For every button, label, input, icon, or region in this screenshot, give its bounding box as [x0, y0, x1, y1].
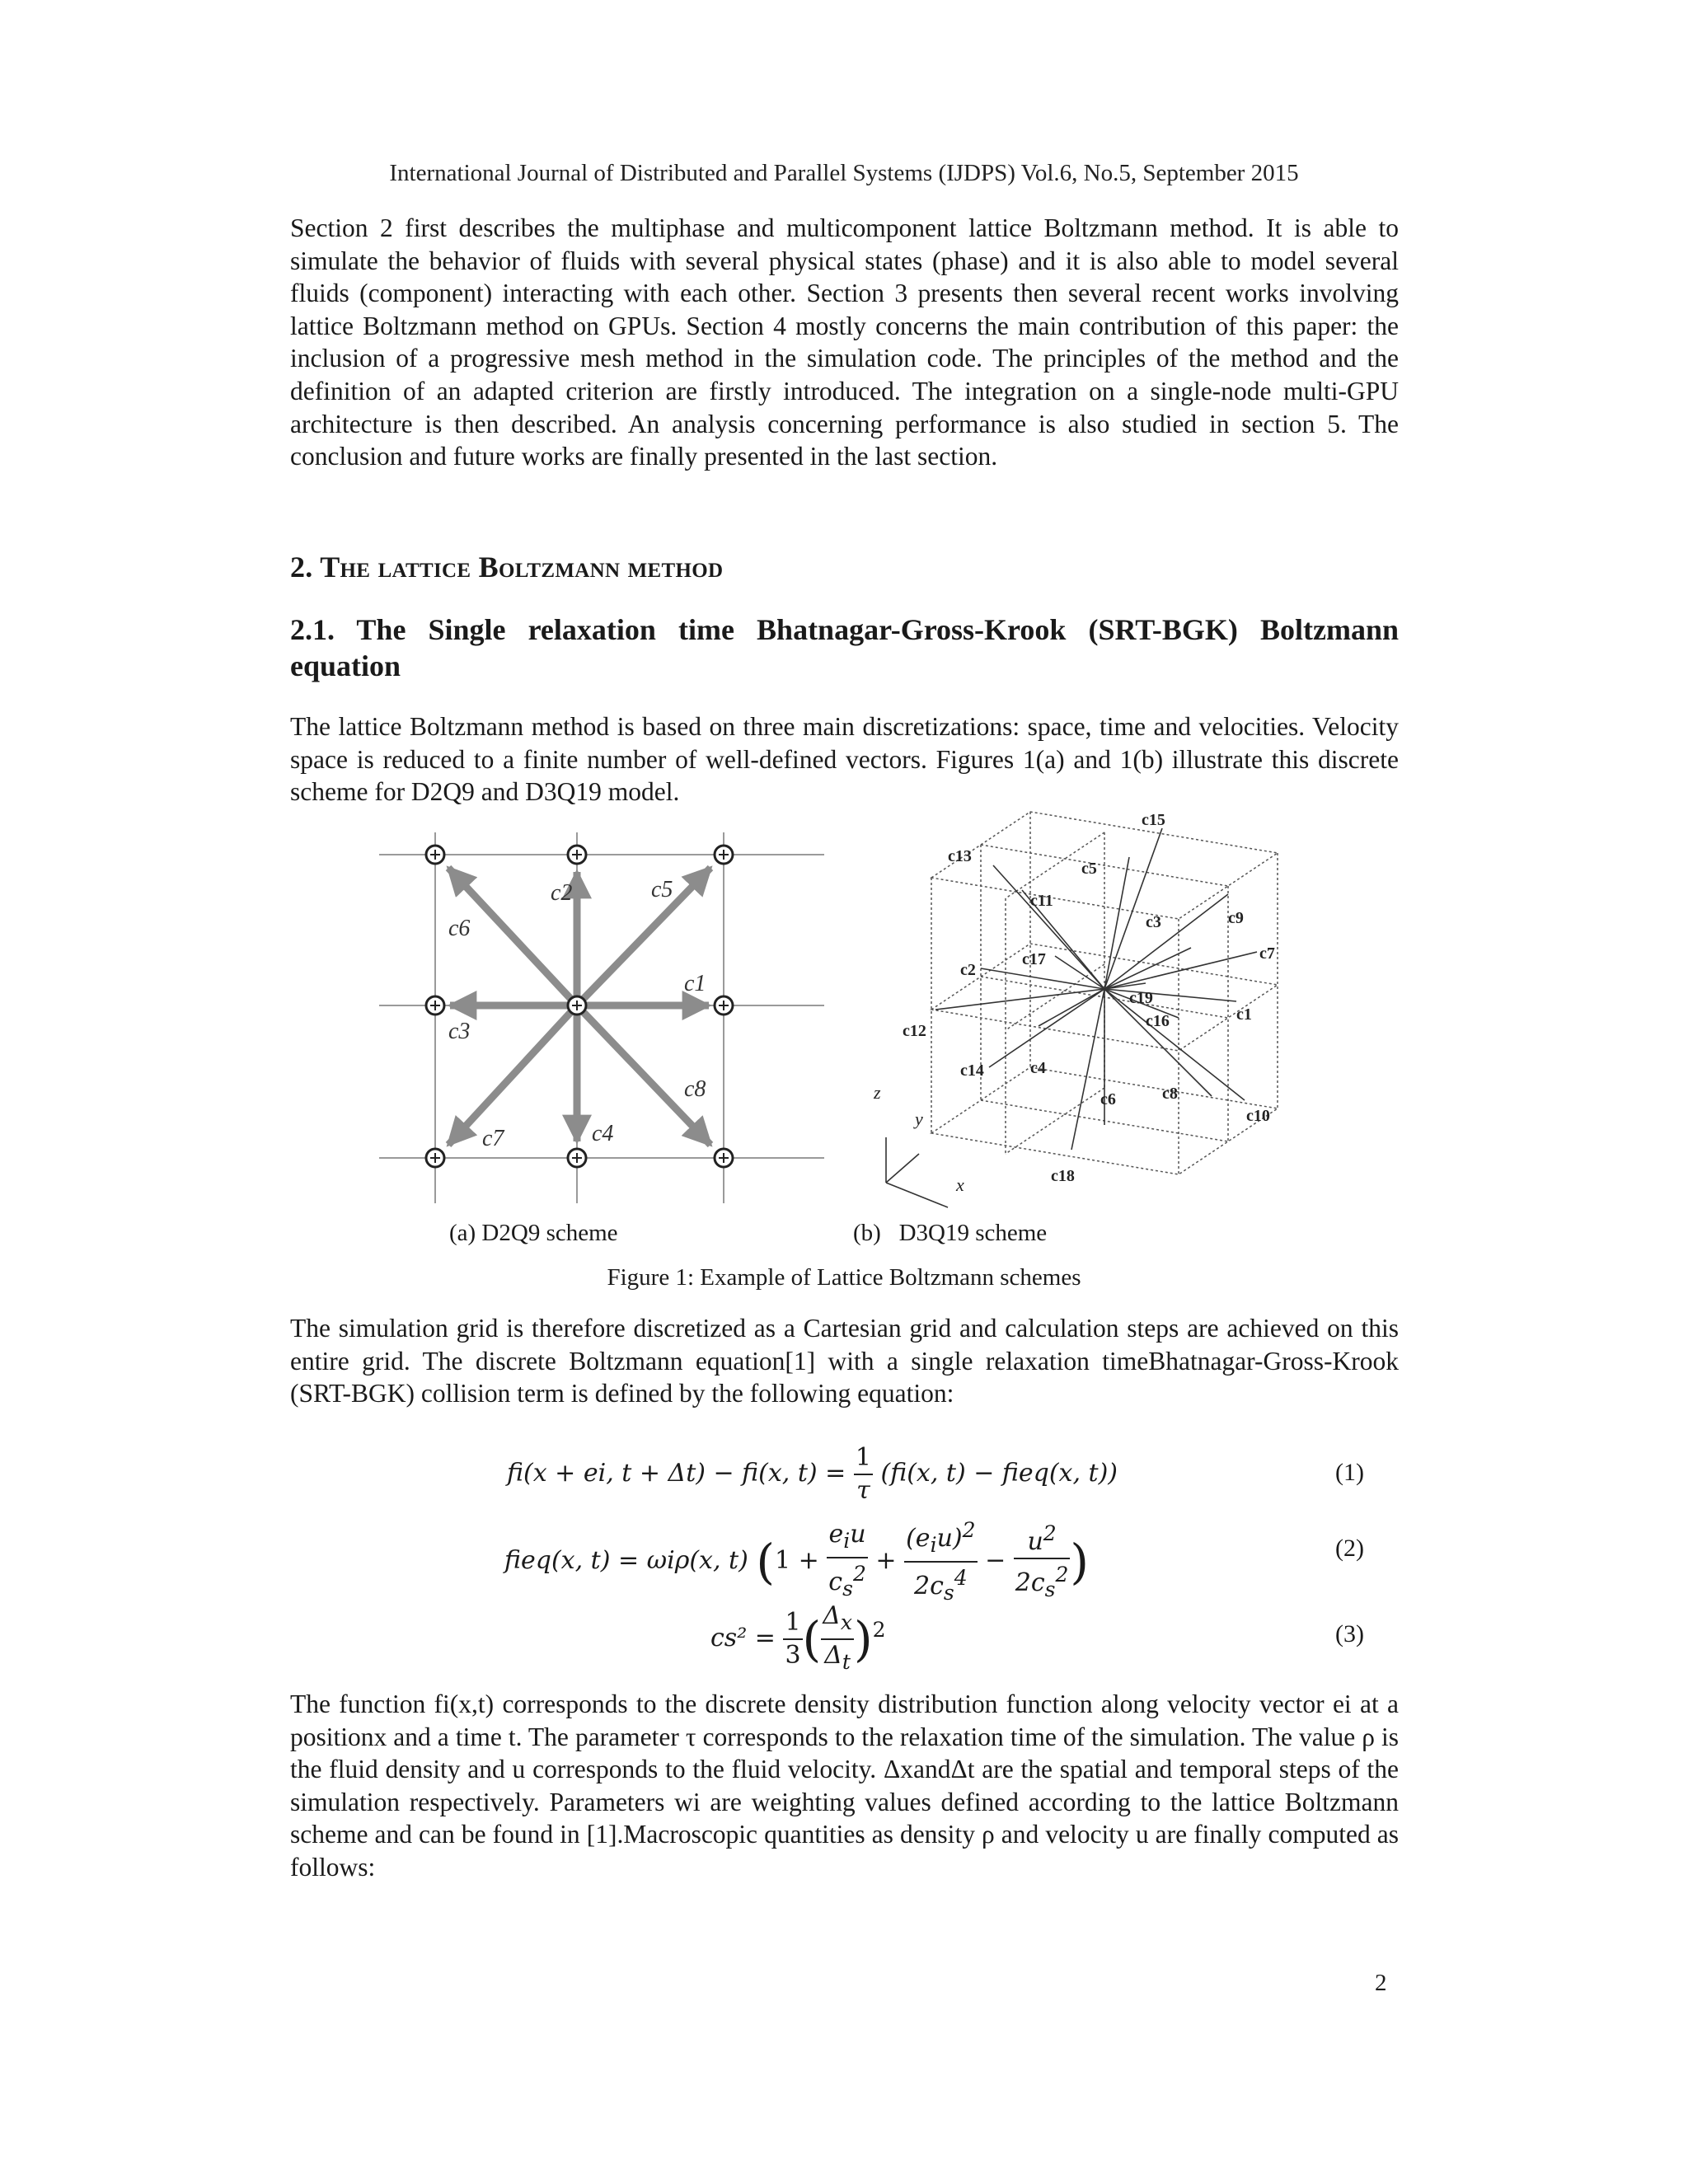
- d3q19-label: c18: [1051, 1167, 1075, 1185]
- intro-paragraph: Section 2 first describes the multiphase and multicomponent lattice Boltzmann method. It is able to simulate the behavior of fluids with several physical states (phase) and it is also able to model several fluids (component) interacting with each other. Section 3 presents then several recent works involving lattice Boltzmann method on GPUs. Section 4 mostly concerns the main contribution of this paper: the inclusion of a progressive mesh method in the simulation code. The principles of the method and the definition of an adapted criterion are firstly introduced. The integration on a single-node multi-GPU architecture is then described. An analysis concerning performance is also studied in section 5. The conclusion and future works are finally presented in the last section.: [290, 213, 1399, 471]
- d3q19-label: c3: [1146, 913, 1161, 931]
- d3q19-label: c15: [1142, 811, 1165, 829]
- d3q19-label: c16: [1146, 1012, 1170, 1030]
- paragraph-definitions: The function fi(x,t) corresponds to the discrete density distribution function along velocity vector ei at a positionx and a time t. The parameter τ corresponds to the relaxation time of the simulation. The value ρ is the fluid density and u corresponds to the fluid velocity. ΔxandΔt are the spatial and temporal steps of the simulation respectively. Parameters wi are weighting values defined according to the lattice Boltzmann scheme and can be found in [1].Macroscopic quantities as density ρ and velocity u are finally computed as follows:: [290, 1690, 1399, 1882]
- subsection-heading: 2.1. The Single relaxation time Bhatnagar-Gross-Krook (SRT-BGK) Boltzmann equation: [290, 613, 1399, 682]
- d3q19-label: c9: [1228, 909, 1244, 927]
- equation-number-3: (3): [1335, 1620, 1364, 1647]
- section-heading: 2. The lattice Boltzmann method: [290, 551, 724, 583]
- d2q9-label: c1: [684, 971, 706, 996]
- d2q9-label: c5: [651, 877, 673, 902]
- d2q9-label: c3: [448, 1019, 471, 1044]
- page-number: 2: [1375, 1970, 1387, 1996]
- running-header: International Journal of Distributed and Parallel Systems (IJDPS) Vol.6, No.5, September 2015: [389, 160, 1299, 186]
- paragraph-grid: The simulation grid is therefore discretized as a Cartesian grid and calculation steps are achieved on this entire grid. The discrete Boltzmann equation[1] with a single relaxation timeBhatnagar-Gross-Krook (SRT-BGK) collision term is defined by the following equation:: [290, 1314, 1399, 1408]
- eq3-lhs: cs² =: [710, 1624, 776, 1652]
- d3q19-label: c6: [1100, 1090, 1116, 1108]
- d3q19-label: c19: [1129, 989, 1153, 1007]
- d3q19-label: c2: [960, 961, 976, 979]
- d2q9-label: c6: [448, 916, 471, 941]
- eq1-rhs: (fi(x, t) − fieq(x, t)): [880, 1459, 1118, 1488]
- d2q9-label: c2: [551, 880, 573, 906]
- d3q19-label: c11: [1030, 892, 1053, 910]
- equation-number-2: (2): [1335, 1535, 1364, 1562]
- axis-label-y: y: [915, 1108, 923, 1129]
- d3q19-label: c8: [1162, 1085, 1178, 1103]
- caption-b: (b) D3Q19 scheme: [853, 1220, 1048, 1246]
- axis-label-x: x: [956, 1174, 964, 1195]
- eq1-lhs: fi(x + ei, t + Δt) − fi(x, t) =: [507, 1459, 846, 1488]
- equation-number-1: (1): [1335, 1459, 1364, 1486]
- paragraph-discretization: The lattice Boltzmann method is based on three main discretizations: space, time and velocities. Velocity space is reduced to a finite number of well-defined vectors. Figures 1(a) and 1(b) illustrate this discrete scheme for D2Q9 and D3Q19 model.: [290, 712, 1399, 807]
- d3q19-label: c14: [960, 1062, 984, 1080]
- d3q19-label: c4: [1030, 1059, 1046, 1077]
- equation-3: cs² = $\frac{1}{3}$ ( $\frac{\Delta_x}{\Delta_t}$ )$^2$: [710, 1601, 886, 1674]
- axis-label-z: z: [874, 1082, 881, 1103]
- d3q19-label: c12: [903, 1022, 926, 1040]
- d2q9-label: c7: [482, 1126, 504, 1151]
- d3q19-label: c17: [1022, 950, 1046, 968]
- eq2-lhs: fieq(x, t) = ωiρ(x, t): [504, 1546, 748, 1575]
- d3q19-label: c1: [1236, 1005, 1252, 1024]
- figure-caption: Figure 1: Example of Lattice Boltzmann schemes: [607, 1264, 1081, 1291]
- equation-2: fieq(x, t) = ωiρ(x, t) (1 + $\frac{e_iu}{c_s^2}$ + $\frac{(e_iu)^2}{2c_s^4}$ − $\frac{u^2}{2c_s^2}$ ): [504, 1515, 1089, 1609]
- d3q19-diagram: [865, 804, 1327, 1216]
- d2q9-label: c4: [592, 1121, 614, 1146]
- equation-1: fi(x + ei, t + Δt) − fi(x, t) = $\frac{1}{\tau}$ (fi(x, t) − fieq(x, t)): [507, 1443, 1118, 1505]
- d3q19-label: c10: [1246, 1107, 1270, 1125]
- d3q19-label: c13: [948, 847, 972, 865]
- d3q19-label: c7: [1259, 944, 1275, 963]
- d3q19-label: c5: [1081, 860, 1097, 878]
- d2q9-label: c8: [684, 1076, 706, 1102]
- caption-a: (a) D2Q9 scheme: [449, 1220, 618, 1246]
- d2q9-diagram: [379, 832, 824, 1203]
